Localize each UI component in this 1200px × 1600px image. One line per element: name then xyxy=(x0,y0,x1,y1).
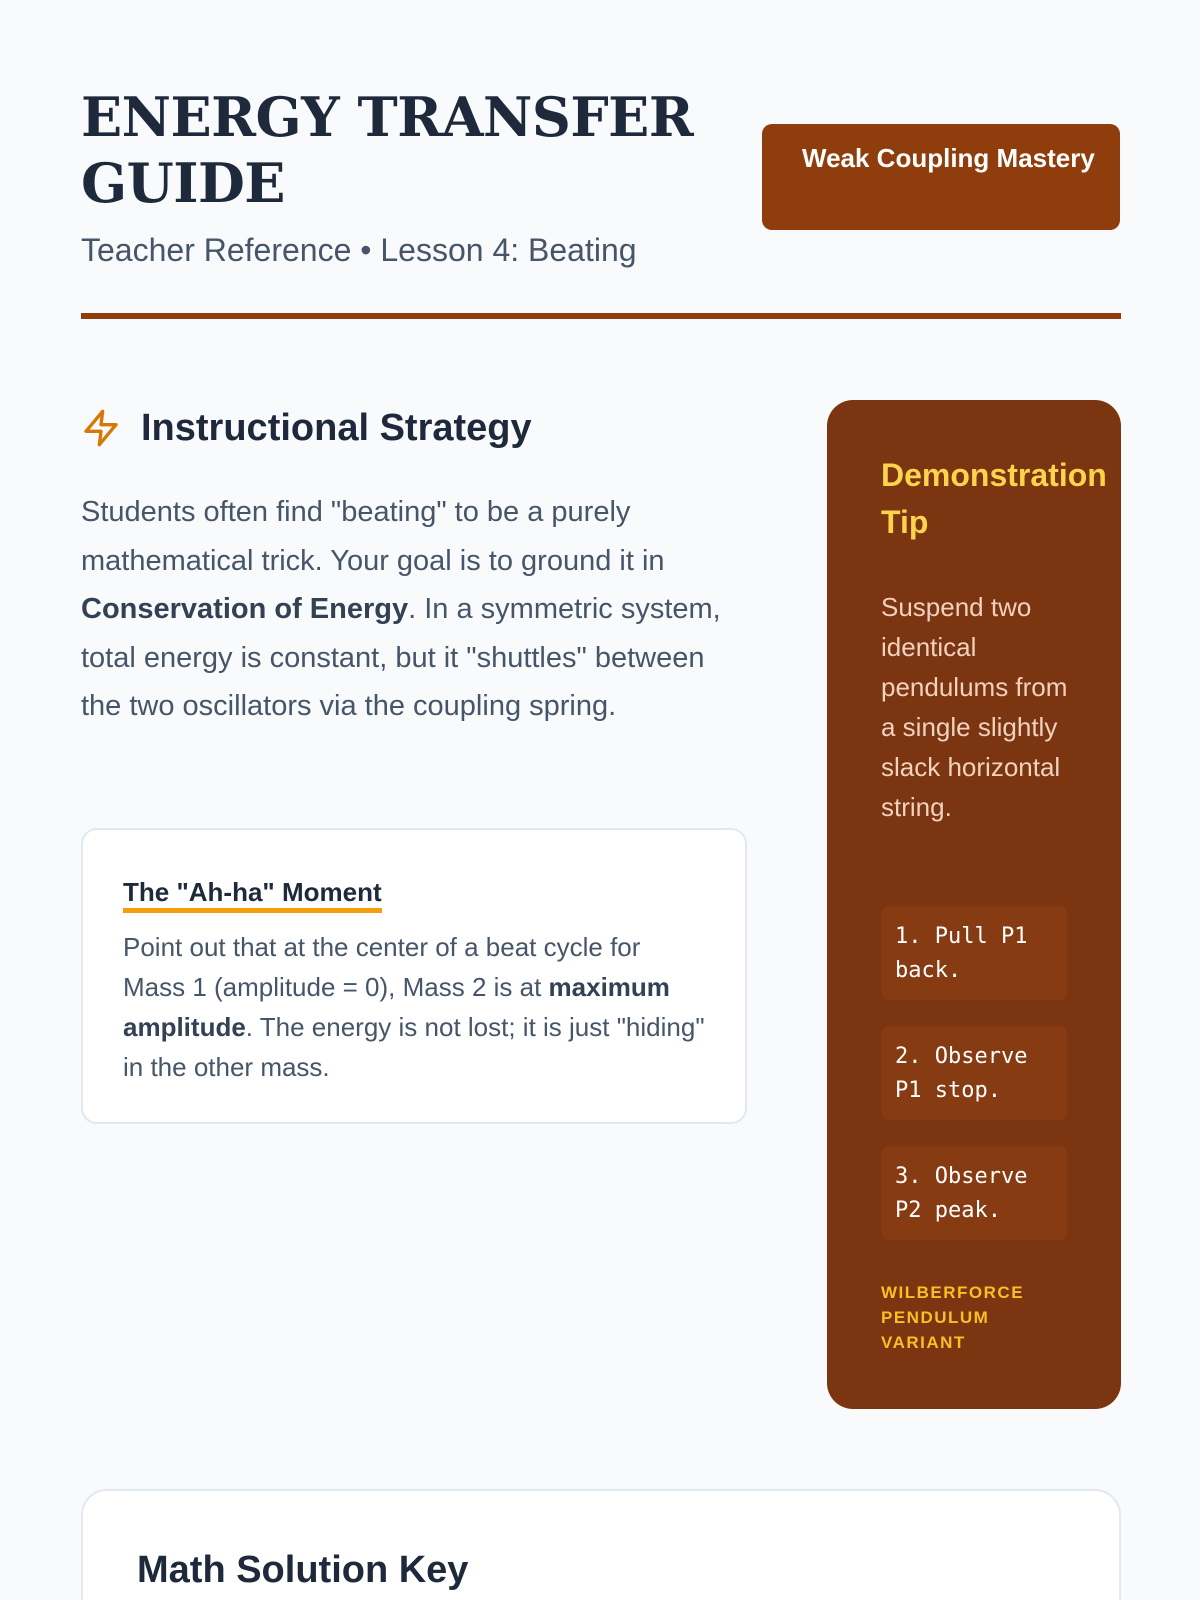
demonstration-tip-title: Demonstration Tip xyxy=(881,457,1107,540)
strategy-intro xyxy=(81,488,741,731)
intro-emphasis: Conservation of Energy xyxy=(81,593,409,625)
header-divider xyxy=(81,313,1121,319)
strategy-title: Instructional Strategy xyxy=(141,406,532,449)
demo-step: 3. Observe P2 peak. xyxy=(881,1146,1067,1240)
demo-step: 1. Pull P1 back. xyxy=(881,906,1067,1000)
instructional-strategy-section xyxy=(81,400,741,731)
math-solution-key-title: Math Solution Key xyxy=(137,1549,469,1591)
demonstration-tip-footer: WILBERFORCE PENDULUM VARIANT xyxy=(881,1283,1025,1352)
demonstration-tip-card xyxy=(827,400,1121,1409)
aha-text-start: Point out that at the center of a beat cycle for Mass 1 (amplitude = 0), Mass 2 is at xyxy=(123,932,641,1002)
aha-moment-card xyxy=(81,828,747,1124)
aha-moment-body xyxy=(123,927,705,1087)
lightning-bolt-icon xyxy=(81,408,121,448)
aha-text-end: . The energy is not lost; it is just "hiding" in the other mass. xyxy=(123,1012,705,1082)
page-title: ENERGY TRANSFER GUIDE xyxy=(81,85,694,215)
page-subtitle: Teacher Reference • Lesson 4: Beating xyxy=(81,232,637,268)
strategy-heading xyxy=(81,400,741,456)
aha-moment-title: The "Ah-ha" Moment xyxy=(123,876,382,913)
intro-text-start: Students often find "beating" to be a purely mathematical trick. Your goal is to ground it in xyxy=(81,496,665,577)
math-solution-key-card xyxy=(81,1489,1121,1600)
demonstration-tip-body: Suspend two identical pendulums from a single slightly slack horizontal string. xyxy=(881,592,1068,822)
intro-text-end: . In a symmetric system, total energy is constant, but it "shuttles" between the two oscillators via the coupling spring. xyxy=(81,593,721,722)
demo-step: 2. Observe P1 stop. xyxy=(881,1026,1067,1120)
aha-emphasis: maximum amplitude xyxy=(123,972,670,1042)
topic-badge: Weak Coupling Mastery xyxy=(762,124,1120,230)
page-header xyxy=(81,84,1121,324)
